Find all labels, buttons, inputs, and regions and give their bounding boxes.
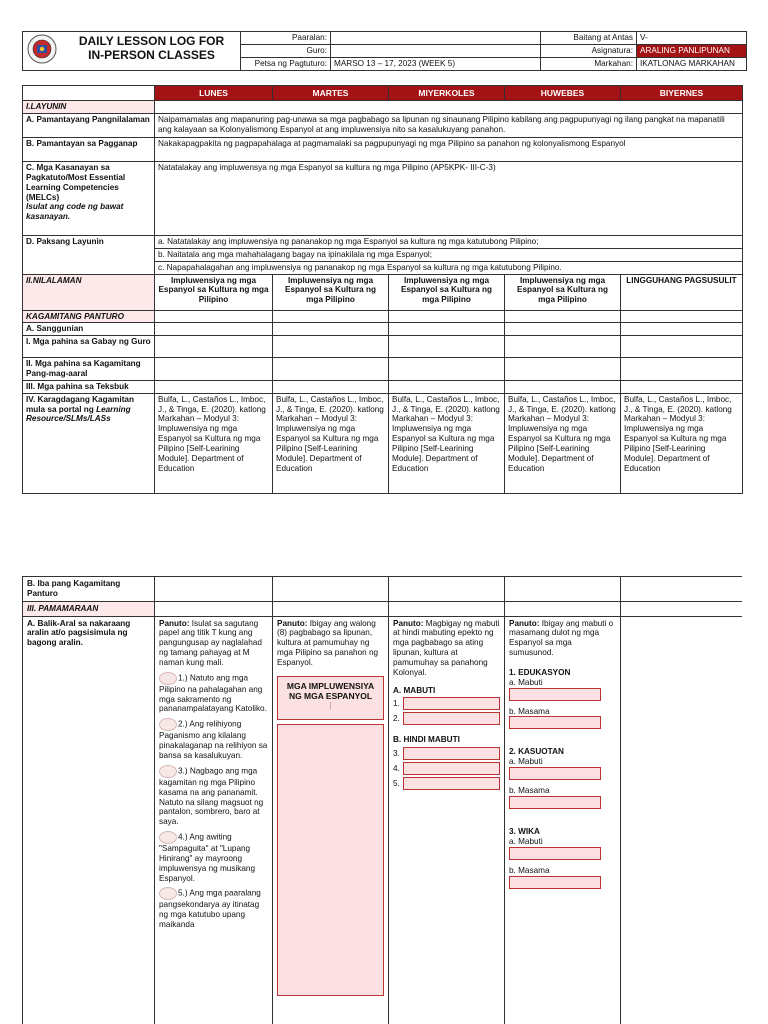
- section-nilalaman: II.NILALAMAN: [23, 274, 155, 310]
- panuto-label-lunes: Panuto:: [159, 618, 190, 628]
- label-pamantayan-sa-pagganap: B. Pamantayan sa Pagganap: [23, 138, 155, 162]
- balik-aral-lunes: [155, 616, 273, 1024]
- label-balik-aral: A. Balik-Aral sa nakaraang aralin at/o pagsisimula ng bagong aralin.: [23, 616, 155, 1024]
- value-asignatura: ARALING PANLIPUNAN: [637, 44, 747, 57]
- label-paksang-layunin: D. Paksang Layunin: [23, 236, 155, 275]
- wika-mabuti-answer[interactable]: [509, 847, 601, 860]
- day-huwebes: HUWEBES: [505, 86, 621, 101]
- mabuti-number-1: 1.: [393, 699, 400, 709]
- balik-aral-martes: [273, 616, 389, 1024]
- answer-oval-3[interactable]: [159, 765, 177, 778]
- label-teksbuk: III. Mga pahina sa Teksbuk: [23, 380, 155, 393]
- hindi-number-4: 4.: [393, 763, 400, 773]
- title-line-2: IN-PERSON CLASSES: [88, 47, 215, 62]
- hindi-answer-5[interactable]: [403, 777, 500, 790]
- wika-mabuti-label: a. Mabuti: [509, 836, 543, 846]
- value-markahan: IKATLONAG MARKAHAN: [637, 57, 747, 70]
- karagdagang-italic: Learning Resource/SLMs/LASs: [26, 404, 131, 424]
- lunes-item-1: 1.) Natuto ang mga Pilipino na pahalagahan ang mga sakramento ng pananampalatayang Katoliko.: [159, 673, 267, 714]
- nilalaman-martes: Impluwensiya ng mga Espanyol sa Kultura ng mga Pilipino: [273, 274, 389, 310]
- label-gabay-ng-guro: I. Mga pahina sa Gabay ng Guro: [23, 336, 155, 358]
- karagdagang-prefix: IV. Karagdagang Kagamitan mula sa portal ng: [26, 394, 134, 414]
- nilalaman-miyerkoles: Impluwensiya ng mga Espanyol sa Kultura ng mga Pilipino: [389, 274, 505, 310]
- header-table: [22, 31, 747, 71]
- answer-oval-4[interactable]: [159, 831, 177, 844]
- text-mga-kasanayan: Natatalakay ang impluwensya ng mga Espanyol sa kultura ng mga Pilipino (AP5KPK- III-C-3): [155, 162, 743, 236]
- edukasyon-masama-label: b. Masama: [509, 706, 550, 716]
- ref-miyerkoles: Bulfa, L., Castaños L., Imboc, J., & Tinga, E. (2020). katlong Markahan – Modyul 3: Impluwensiya ng mga Espanyol sa Kultura ng mga Pilipino [Self-Learining Module]. Department of Education: [389, 393, 505, 493]
- section-kagamitang-panturo: KAGAMITANG PANTURO: [23, 310, 155, 323]
- kasuotan-mabuti-label: a. Mabuti: [509, 757, 543, 767]
- balik-aral-miyerkoles: [389, 616, 505, 1024]
- edukasyon-mabuti-label: a. Mabuti: [509, 677, 543, 687]
- hindi-answer-3[interactable]: [403, 747, 500, 760]
- panuto-text-miyerkoles: Magbigay ng mabuti at hindi mabuting epekto ng mga pagbabago sa ating lipunan, kultura at pamumuhay sa panahong Kolonyal.: [393, 618, 500, 677]
- label-markahan: Markahan:: [541, 57, 637, 70]
- mabuti-answer-2[interactable]: [403, 712, 500, 725]
- value-petsa: MARSO 13 – 17, 2023 (WEEK 5): [331, 57, 541, 70]
- group-wika: [509, 827, 616, 889]
- hindi-number-5: 5.: [393, 778, 400, 788]
- deped-seal-icon: [27, 34, 57, 64]
- label-paaralan: Paaralan:: [241, 32, 331, 45]
- group-title-wika: 3. WIKA: [509, 826, 540, 836]
- nilalaman-huwebes: Impluwensiya ng mga Espanyol sa Kultura ng mga Pilipino: [505, 274, 621, 310]
- edukasyon-masama-answer[interactable]: [509, 716, 601, 729]
- title-line-1: DAILY LESSON LOG FOR: [78, 34, 225, 49]
- lunes-item-2: 2.) Ang relihiyong Paganismo ang kilalang pinakalaganap na relihiyon sa bansa sa kasalukuyan.: [159, 719, 268, 760]
- lunes-item-3: 3.) Nagbago ang mga kagamitan ng mga Pilipino kasama na ang pananamit. Natuto na silang magsuot ng pantalon, sombrero, baro at saya.: [159, 766, 264, 827]
- label-karagdagang-kagamitan: [23, 393, 155, 493]
- group-title-edukasyon: 1. EDUKASYON: [509, 667, 571, 677]
- layunin-item-c: c. Napapahalagahan ang impluwensiya ng pananakop ng mga Espanyol sa kultura ng mga katutubong Pilipino.: [158, 262, 562, 272]
- day-miyerkoles: MIYERKOLES: [389, 86, 505, 101]
- balik-aral-huwebes: [505, 616, 621, 1024]
- mabuti-answer-1[interactable]: [403, 697, 500, 710]
- group-kasuotan: [509, 747, 616, 809]
- value-guro: [331, 44, 541, 57]
- label-petsa: Petsa ng Pagtuturo:: [241, 57, 331, 70]
- lunes-item-4: 4.) Ang awiting "Sampaguita" at "Lupang Hinirang" ay mayroong impluwensya ng musikang Espanyol.: [159, 832, 256, 883]
- header: [22, 31, 746, 75]
- label-mga-kasanayan: [23, 162, 155, 236]
- nilalaman-lunes: Impluwensiya ng mga Espanyol sa Kultura ng mga Pilipino: [155, 274, 273, 310]
- layunin-item-a: a. Natatalakay ang impluwensiya ng pananakop ng mga Espanyol sa kultura ng mga katutubong Pilipino;: [155, 236, 742, 249]
- label-pamantayang-pangnilalaman: A. Pamantayang Pangnilalaman: [23, 114, 155, 138]
- section-pamamaraan: III. PAMAMARAAN: [23, 601, 155, 616]
- hindi-answer-4[interactable]: [403, 762, 500, 775]
- balik-aral-biyernes: [621, 616, 743, 1024]
- label-iba-pang-kagamitan: B. Iba pang Kagamitang Panturo: [23, 577, 155, 602]
- answer-oval-2[interactable]: [159, 718, 177, 731]
- day-lunes: LUNES: [155, 86, 273, 101]
- edukasyon-mabuti-answer[interactable]: [509, 688, 601, 701]
- group-edukasyon: [509, 668, 616, 730]
- kasuotan-masama-answer[interactable]: [509, 796, 601, 809]
- text-pamantayang-pangnilalaman: Naipamamalas ang mapanuring pag-unawa sa mga pagbabago sa lipunan ng sinaunang Pilipino kabilang ang pagpupunyagi ng ilang pangkat na mapanatili ang kalayaan sa Kolonyalismong Espanyol at ang impluwensiya nito sa kasalukuyang panahon.: [155, 114, 743, 138]
- label-baitang: Baitang at Antas: [541, 32, 637, 45]
- impluwensiya-title-box: MGA IMPLUWENSIYA NG MGA ESPANYOL |: [277, 676, 384, 720]
- label-asignatura: Asignatura:: [541, 44, 637, 57]
- group-title-kasuotan: 2. KASUOTAN: [509, 747, 564, 757]
- panuto-label-huwebes: Panuto:: [509, 618, 540, 628]
- label-kagamitang-pang-mag-aaral: II. Mga pahina sa Kagamitang Pang-mag-aaral: [23, 358, 155, 381]
- label-sanggunian: A. Sanggunian: [23, 323, 155, 336]
- days-header-row: [23, 86, 743, 101]
- lunes-item-5: 5.) Ang mga paaralang pangsekondarya ay itinatag ng mga katutubo upang maikanda: [159, 889, 261, 930]
- kasanayan-title: C. Mga Kasanayan sa Pagkatuto/Most Essential Learning Competencies (MELCs): [26, 163, 126, 202]
- panuto-text-martes: Ibigay ang walong (8) pagbabago sa lipunan, kultura at pamumuhay ng mga Pilipino sa panahon ng Espanyol.: [277, 618, 379, 667]
- ref-lunes: Bulfa, L., Castaños L., Imboc, J., & Tinga, E. (2020). katlong Markahan – Modyul 3: Impluwensiya ng mga Espanyol sa Kultura ng mga Pilipino [Self-Learining Module]. Department of Education: [155, 393, 273, 493]
- nilalaman-biyernes: LINGGUHANG PAGSUSULIT: [621, 274, 743, 310]
- kasuotan-masama-label: b. Masama: [509, 786, 550, 796]
- ref-huwebes: Bulfa, L., Castaños L., Imboc, J., & Tinga, E. (2020). katlong Markahan – Modyul 3: Impluwensiya ng mga Espanyol sa Kultura ng mga Pilipino [Self-Learining Module]. Department of Education: [505, 393, 621, 493]
- header-title-cell: [23, 32, 241, 71]
- mabuti-title: A. MABUTI: [393, 685, 436, 695]
- lesson-table-2: [22, 576, 742, 1024]
- lesson-table-1: [22, 85, 742, 494]
- panuto-label-miyerkoles: Panuto:: [393, 618, 424, 628]
- panuto-label-martes: Panuto:: [277, 618, 308, 628]
- answer-oval-1[interactable]: [159, 672, 177, 685]
- ref-martes: Bulfa, L., Castaños L., Imboc, J., & Tinga, E. (2020). katlong Markahan – Modyul 3: Impluwensiya ng mga Espanyol sa Kultura ng mga Pilipino [Self-Learining Module]. Department of Education: [273, 393, 389, 493]
- paksang-layunin-cell: [155, 236, 743, 275]
- layunin-item-b: b. Naitatala ang mga mahahalagang bagay na ipinakilala ng mga Espanyol;: [155, 249, 742, 262]
- ref-biyernes: Bulfa, L., Castaños L., Imboc, J., & Tinga, E. (2020). katlong Markahan – Modyul 3: Impluwensiya ng mga Espanyol sa Kultura ng mga Pilipino [Self-Learining Module]. Department of Education: [621, 393, 743, 493]
- day-martes: MARTES: [273, 86, 389, 101]
- hindi-number-3: 3.: [393, 748, 400, 758]
- impluwensiya-box-title: MGA IMPLUWENSIYA NG MGA ESPANYOL: [286, 680, 375, 701]
- answer-oval-5[interactable]: [159, 887, 177, 900]
- panuto-text-lunes: Isulat sa sagutang papel ang titik T kung ang pangungusap ay naglalahad ng tamang pahayag at M naman kung mali.: [159, 618, 262, 667]
- impluwensiya-answer-box[interactable]: [277, 724, 384, 996]
- panuto-text-huwebes: Ibigay ang mabuti o masamang dulot ng mga Espanyol sa mga sumusunod.: [509, 618, 614, 658]
- wika-masama-answer[interactable]: [509, 876, 601, 889]
- text-pamantayan-sa-pagganap: Nakakapagpakita ng pagpapahalaga at pagmamalaki sa pagpupunyagi ng mga Pilipino sa panahon ng kolonyalismong Espanyol: [155, 138, 743, 162]
- wika-masama-label: b. Masama: [509, 865, 550, 875]
- kasanayan-note: Isulat ang code ng bawat kasanayan.: [26, 202, 124, 222]
- day-biyernes: BIYERNES: [621, 86, 743, 101]
- kasuotan-mabuti-answer[interactable]: [509, 767, 601, 780]
- section-layunin: I.LAYUNIN: [23, 101, 155, 114]
- hindi-mabuti-title: B. HINDI MABUTI: [393, 735, 460, 745]
- mabuti-number-2: 2.: [393, 714, 400, 724]
- label-guro: Guro:: [241, 44, 331, 57]
- value-baitang: V-: [637, 32, 747, 45]
- value-paaralan: [331, 32, 541, 45]
